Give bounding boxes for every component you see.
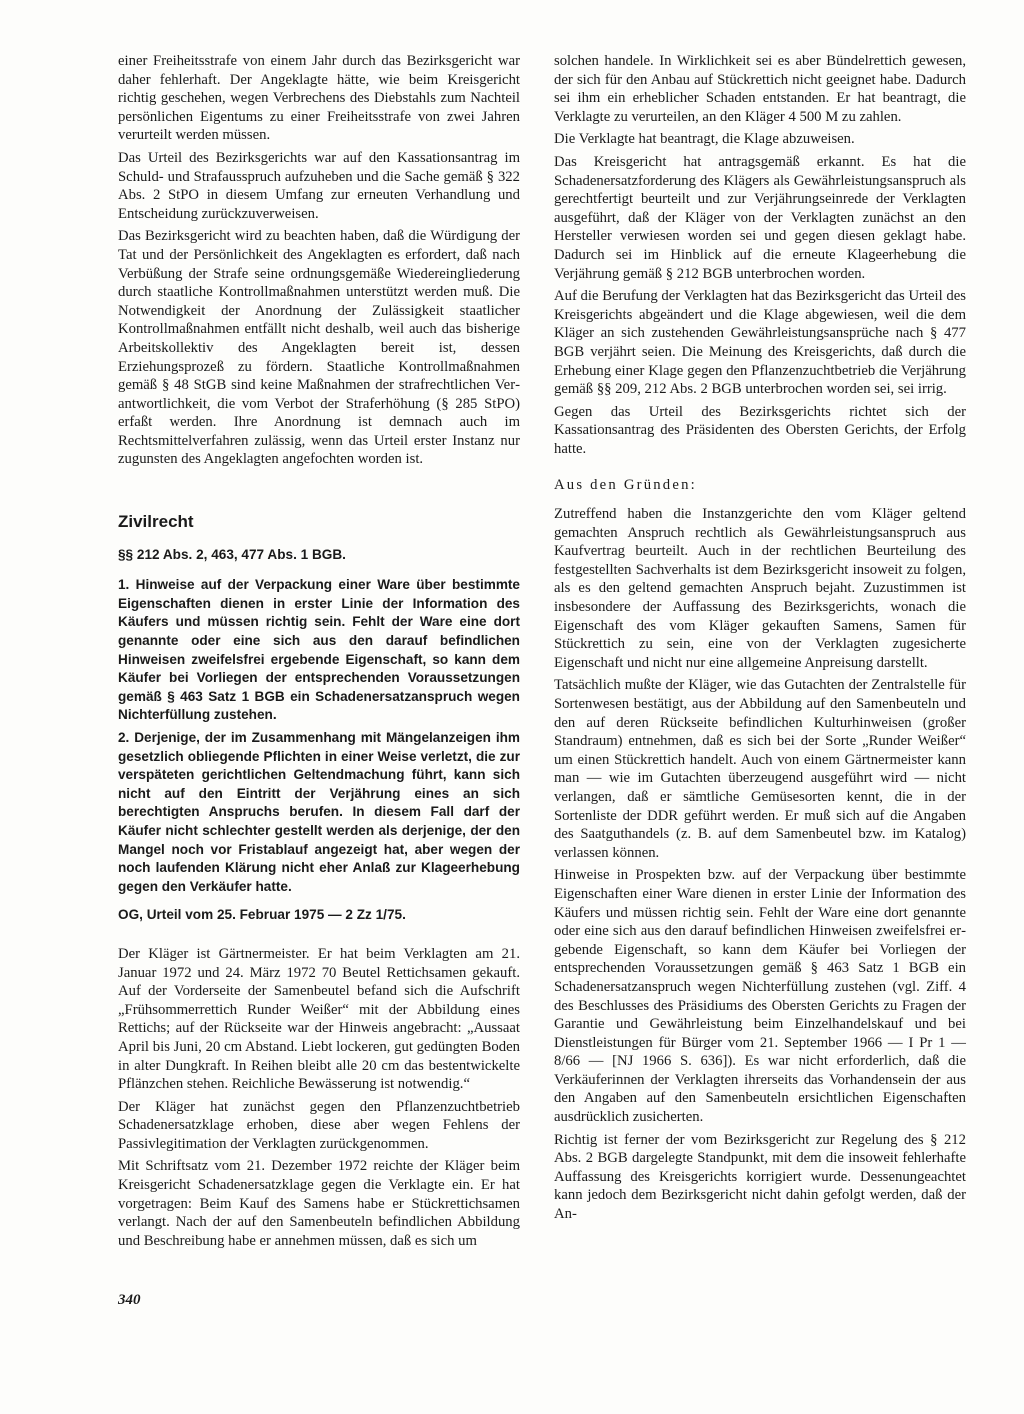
paragraph: Tatsächlich mußte der Kläger, wie das Gutachten der Zentralstelle für Sortenwesen bestätigt, aus der Abbildung auf den Samenbeuteln und den auf deren Rückseite befindlichen Kulturhinweisen (großer Standraum) entnehmen, daß es sich bei der Sorte „Runder Weißer“ um einen Stückrettich handelt. Auch von einem Gärtnermeister kann man — wie im Gutachten überzeugend ausgeführt wird — nicht verlangen, daß er sämtliche Gemüsesorten kennt, die in der Sortenliste der DDR geführt werden. Er muß sich auf die Angaben des Saatguthandels (z. B. auf dem Samenbeutel bzw. im Katalog) verlassen können. xyxy=(554,677,966,861)
paragraph: Mit Schriftsatz vom 21. Dezember 1972 reichte der Kläger beim Kreisgericht Schadenersatzklage gegen die Verklagte ein. Er hat vorgetragen: Beim Kauf des Samens habe er Stückrettichsamen verlangt. Nach der auf den Samenbeuteln befindlichen Abbildung und Beschreibung habe er annehmen müssen, daß es sich um xyxy=(118,1158,520,1249)
paragraph: Das Urteil des Bezirksgerichts war auf den Kassationsantrag im Schuld- und Strafausspruch aufzuheben und die Sache gemäß § 322 Abs. 2 StPO in diesem Umfang zur erneuten Verhandlung und Entscheidung zurückzuverweisen. xyxy=(118,149,520,222)
paragraph: Das Kreisgericht hat antragsgemäß erkannt. Es hat die Schadenersatzforderung des Klägers als Gewährleistungsanspruch als gerechtfertigt beurteilt und zur Verjährungseinrede der Verklagten ausgeführt, daß der Kläger von der Verklagten zunächst an den Hersteller verwiesen worden sei und gegen diesen geklagt habe. Dadurch sei im Hinblick auf die erneute Klageerhebung die Verjährung gemäß § 212 BGB unterbrochen worden. xyxy=(554,153,966,282)
paragraph: Der Kläger ist Gärtnermeister. Er hat beim Verklagten am 21. Januar 1972 und 24. März 1972 70 Beutel Rettichsamen gekauft. Auf der Vorderseite der Samenbeutel befand sich die Aufschrift „Frühsommerrettich Runder Weißer“ mit der Abbildung eines Rettichs; auf der Rückseite war der Hinweis angebracht: „Aussaat April bis Juni, 20 cm Abstand. Liebt lockeren, gut gedüngten Boden in alter Dungkraft. In Reihen bleibt alle 20 cm das bestentwickelte Pflänzchen stehen. Reichliche Bewässerung ist notwendig.“ xyxy=(118,945,520,1093)
headnote: 2. Derjenige, der im Zusammenhang mit Mängelanzeigen ihm gesetzlich obliegende Pflichten in einer Weise verletzt, die zur verspäteten gerichtlichen Geltendmachung führt, kann sich nicht auf den Eintritt der Verjährung eines an sich berechtigten Anspruchs berufen. In diesem Fall darf der Käufer nicht schlechter gestellt werden als derjenige, der den Mangel noch vor Fristablauf angezeigt hat, aber wegen der noch laufenden Klärung nicht eher Anlaß zur Klageerhebung gegen den Verkäufer hatte. xyxy=(118,730,520,894)
paragraph: Hinweise in Prospekten bzw. auf der Verpackung über bestimmte Eigenschaften einer Ware dienen in erster Linie der Information des Käufers und müssen richtig sein. Fehlt der Ware eine dort genannte oder eine sich aus den darauf befindlichen Hinweisen zweifelsfrei ergebende Eigenschaft, so kann dem Käufer bei Vorliegen der entsprechenden Voraussetzungen gemäß § 463 Satz 1 BGB ein Schadenersatzanspruch wegen Nichterfüllung zustehen (vgl. Ziff. 4 des Beschlusses des Präsidiums des Obersten Gerichts zu Fragen der Garantie und Gewährleistung beim Einzelhandelskauf und bei Dienstleistungen für Bürger vom 21. September 1966 — I Pr 1 — 8/66 — [NJ 1966 S. 636]). Es war nicht erforderlich, daß die Verkäuferinnen der Verklagten ihrerseits das Vorhandensein der aus den Angaben auf den Samenbeuteln ersichtlichen Eigenschaften ausdrücklich zusicherten. xyxy=(554,867,966,1126)
section-heading: Zivilrecht xyxy=(118,512,194,532)
reasons-heading: Aus den Gründen: xyxy=(554,477,697,494)
left-column xyxy=(118,52,520,1254)
paragraph: Zutreffend haben die Instanzgerichte den vom Kläger geltend gemachten Anspruch rechtlich als Gewährleistungsanspruch aus Kaufvertrag beurteilt. Auch in der rechtlichen Beurteilung des festgestellten Sachverhalts ist dem Bezirksgericht insoweit zu folgen, als es den geltend gemachten Anspruch bejaht. Zuzustimmen ist insbesondere der Auffassung des Bezirksgerichts, wonach die Eigenschaft des vom Kläger gekauften Samens, Samen für Stückrettich zu sein, eine von der Verklagten zugesicherte Eigenschaft und nicht nur eine allgemeine Anpreisung darstellt. xyxy=(554,506,966,671)
paragraph: Das Bezirksgericht wird zu beachten haben, daß die Würdigung der Tat und der Persönlichkeit des Angeklagten es erfordert, daß nach Verbüßung der Strafe seine ordnungsgemäße Wiedereingliederung durch staatliche Kontrollmaßnahmen unterstützt werden muß. Die Notwendigkeit der Anordnung der Zulässigkeit staatlicher Kontrollmaßnahmen entfällt nicht deshalb, weil auch das bisherige Arbeitskollektiv des Angeklagten bereit ist, dessen Erziehungsprozeß zu fördern. Staatliche Kontrollmaßnahmen gemäß § 48 StGB sind keine Maßnahmen der strafrechtlichen Verantwortlichkeit, die vom Verbot der Straferhöhung (§ 285 StPO) erfaßt werden. Ihre Anordnung ist demnach auch im Rechtsmittelverfahren zulässig, wenn das Urteil erster Instanz nur zugunsten des Angeklagten angefochten worden ist. xyxy=(118,228,520,468)
paragraph: Die Verklagte hat beantragt, die Klage abzuweisen. xyxy=(554,131,855,148)
paragraph: solchen handele. In Wirklichkeit sei es aber Bündelrettich gewesen, der sich für den Anbau auf Stückrettich nicht geeignet habe. Dadurch sei ihm ein erheblicher Schaden entstanden. Er hat beantragt, die Verklagte zu verurteilen, an den Kläger 4 500 M zu zahlen. xyxy=(554,53,966,125)
page-number: 340 xyxy=(118,1292,141,1308)
headnote: 1. Hinweise auf der Verpackung einer Ware über bestimmte Eigenschaften dienen in erster Linie der Information des Käufers und müssen richtig sein. Fehlt der Ware eine dort genannte oder eine sich aus den darauf befindlichen Hinweisen zweifelsfrei ergebende Eigenschaft, so kann dem Käufer bei Vorliegen der entsprechenden Voraussetzungen gemäß § 463 Satz 1 BGB ein Schadenersatzanspruch wegen Nichterfüllung zustehen. xyxy=(118,577,520,723)
norm-reference: §§ 212 Abs. 2, 463, 477 Abs. 1 BGB. xyxy=(118,546,346,562)
paragraph: Richtig ist ferner der vom Bezirksgericht zur Regelung des § 212 Abs. 2 BGB dargelegte Standpunkt, mit dem die insoweit fehlerhafte Auffassung des Kreisgerichts korrigiert wurde. Dessenungeachtet kann jedoch dem Bezirksgericht nicht dahin gefolgt werden, daß der An- xyxy=(554,1131,966,1223)
paragraph: Auf die Berufung der Verklagten hat das Bezirksgericht das Urteil des Kreisgerichts abgeändert und die Klage abgewiesen, weil die dem Kläger an sich zustehenden Gewährleistungsansprüche nach § 477 BGB verjährt seien. Die Meinung des Kreisgerichts, daß durch die Erhebung einer Klage gegen den Pflanzenzuchtbetrieb die Verjährung gemäß §§ 209, 212 Abs. 2 BGB unterbrochen worden sei, sei irrig. xyxy=(554,288,966,398)
right-column xyxy=(554,52,966,1228)
paragraph: Der Kläger hat zunächst gegen den Pflanzenzuchtbetrieb Schadenersatzklage erhoben, diese aber wegen Fehlens der Passivlegitimation der Verklagten zurückgenommen. xyxy=(118,1098,520,1152)
paragraph: Gegen das Urteil des Bezirksgerichts richtet sich der Kassationsantrag des Präsidenten des Obersten Gerichts, der Erfolg hatte. xyxy=(554,403,966,457)
case-citation: OG, Urteil vom 25. Februar 1975 — 2 Zz 1/75. xyxy=(118,907,406,923)
paragraph: einer Freiheitsstrafe von einem Jahr durch das Bezirksgericht war daher fehlerhaft. Der Angeklagte hätte, wie beim Kreisgericht richtig geschehen, wegen Verbrechens des Diebstahls zum Nachteil persönlichen Eigentums zu einer Freiheitsstrafe von zwei Jahren verurteilt werden müssen. xyxy=(118,53,520,144)
